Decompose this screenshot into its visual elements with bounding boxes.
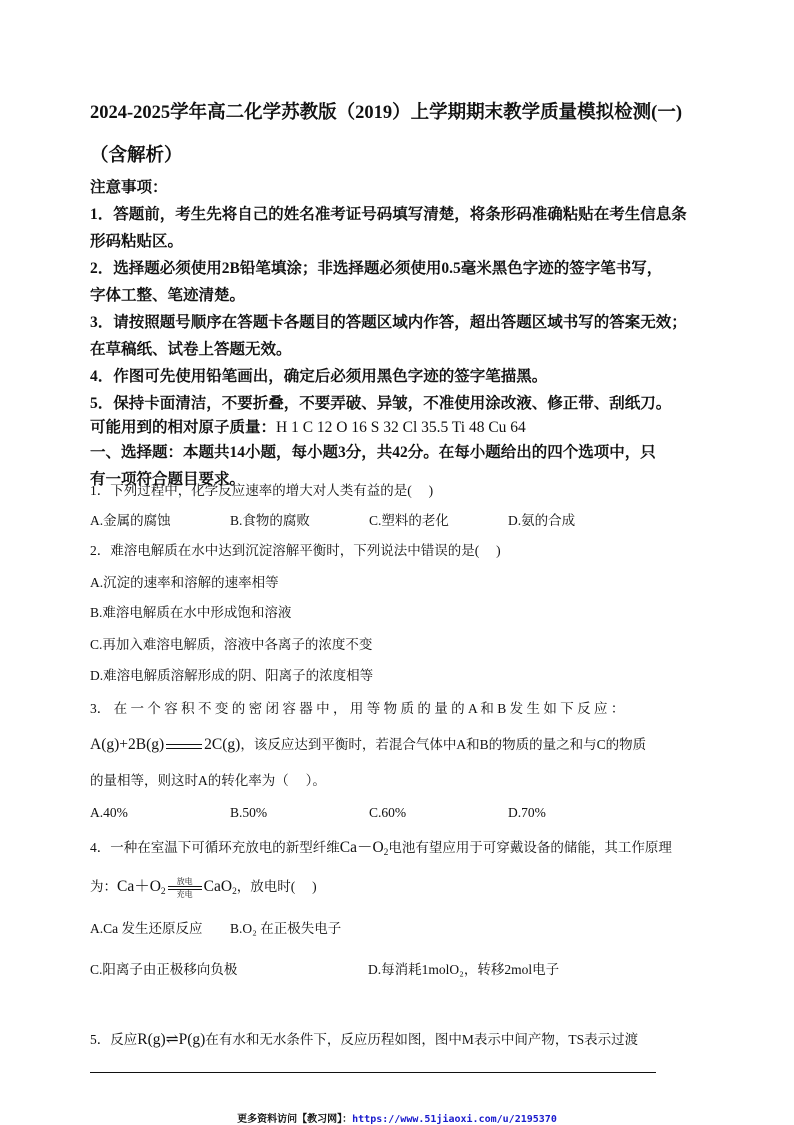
page-title: 2024-2025学年高二化学苏教版（2019）上学期期末教学质量模拟检测(一) [90,103,682,123]
option-b: B.食物的腐败 [230,513,310,528]
note-line: 2．选择题必须使用2B铅笔填涂；非选择题必须使用0.5毫米黑色字迹的签字笔书写， [90,260,663,277]
option-c: C.阳离子由正极移向负极 [90,962,238,977]
option-a: A.Ca 发生还原反应 [90,921,203,936]
option-a: A.40% [90,805,128,820]
note-line: 形码粘贴区。 [90,233,184,250]
option-b: B.O₂ 在正极失电子 [230,921,342,936]
question-4-line2-b: ，放电时( ) [236,879,317,895]
option-c: C.再加入难溶电解质，溶液中各离子的浓度不变 [90,637,373,652]
footer-divider [90,1072,656,1073]
option-b: B.50% [230,805,268,820]
question-3-stem-cont: ，该反应达到平衡时，若混合气体中A和B的物质的量之和与C的物质 [240,737,647,752]
reaction-formula: R(g)⇌P(g) [137,1031,206,1048]
atomic-mass-line [90,417,712,439]
question-4-line2-a: 为： [90,879,117,895]
notes-heading: 注意事项： [90,179,168,196]
notes-section [90,174,712,493]
question-3-formula-line [90,735,646,755]
option-d: D.氨的合成 [508,513,576,528]
section-heading: 一、选择题：本题共14小题，每小题3分，共42分。在每小题给出的四个选项中，只 [90,444,656,461]
charge-discharge-arrow-icon: 放电 充电 [168,877,202,899]
note-line: 1．答题前，考生先将自己的姓名准考证号码填写清楚，将条形码准确粘贴在考生信息条 [90,206,687,223]
question-5-stem [90,1030,638,1050]
question-3-stem-end: 的量相等，则这时A的转化率为（ ）。 [90,773,326,788]
note-line: 5．保持卡面清洁，不要折叠，不要弄破、异皱，不准使用涂改液、修正带、刮纸刀。 [90,395,672,412]
option-a: A.沉淀的速率和溶解的速率相等 [90,575,279,590]
page-subtitle: （含解析） [90,146,183,166]
note-line: 字体工整、笔迹清楚。 [90,287,246,304]
question-3-stem: 3． 在 一 个 容 积 不 变 的 密 闭 容 器 中 ， 用 等 物 质 的 量 的 A 和 B 发 生 如 下 反 应 ： [90,701,625,716]
reaction-right: 2C(g) [204,736,241,753]
question-4-stem-b: 电池有望应用于可穿戴设备的储能，其工作原理 [388,840,672,855]
reaction-left: A(g)+2B(g) [90,736,165,753]
question-4-reaction-line: 为：$Ca+O_2$放电 充电 CaO$_2$，放电时( ) [90,877,317,899]
question-5-stem-a: 5．反应 [90,1032,138,1047]
option-d: D.70% [508,805,546,820]
atomic-mass-label: 可能用到的相对原子质量： [90,419,277,436]
footer-link[interactable]: https://www.51jiaoxi.com/u/2195370 [352,1114,557,1125]
question-4-stem-a: 4．一种在室温下可循环充放电的新型纤维 [90,840,340,855]
battery-formula: Ca－O [339,839,384,856]
option-c: C.塑料的老化 [369,513,449,528]
atomic-mass-values: H 1 C 12 O 16 S 32 Cl 35.5 Ti 48 Cu 64 [276,419,526,436]
option-a: A.金属的腐蚀 [90,513,171,528]
option-d: D.每消耗1molO₂，转移2mol电子 [368,962,560,977]
equilibrium-arrow-icon [166,741,202,751]
question-2-stem: 2．难溶电解质在水中达到沉淀溶解平衡时，下列说法中错误的是( ) [90,543,501,558]
reaction-left: Ca＋O [117,878,161,896]
question-5-stem-b: 在有水和无水条件下，反应历程如图，图中M表示中间产物，TS表示过渡 [205,1032,639,1047]
note-line: 4．作图可先使用铅笔画出，确定后必须用黑色字迹的签字笔描黑。 [90,368,548,385]
reaction-right: CaO [203,878,233,896]
question-4-stem: 4．一种在室温下可循环充放电的新型纤维$Ca-O_2$电池有望应用于可穿戴设备的储能，其工作原理 [90,839,672,858]
section-heading-cont: 有一项符合题目要求。 [90,471,246,488]
question-1-stem: 1．下列过程中，化学反应速率的增大对人类有益的是( ) [90,483,434,498]
footer-prefix: 更多资料访问【教习网】： [237,1114,353,1125]
option-b: B.难溶电解质在水中形成饱和溶液 [90,605,292,620]
option-c: C.60% [369,805,407,820]
option-d: D.难溶电解质溶解形成的阴、阳离子的浓度相等 [90,668,374,683]
note-line: 3．请按照题号顺序在答题卡各题目的答题区域内作答，超出答题区域书写的答案无效； [90,314,687,331]
note-line: 在草稿纸、试卷上答题无效。 [90,341,292,358]
